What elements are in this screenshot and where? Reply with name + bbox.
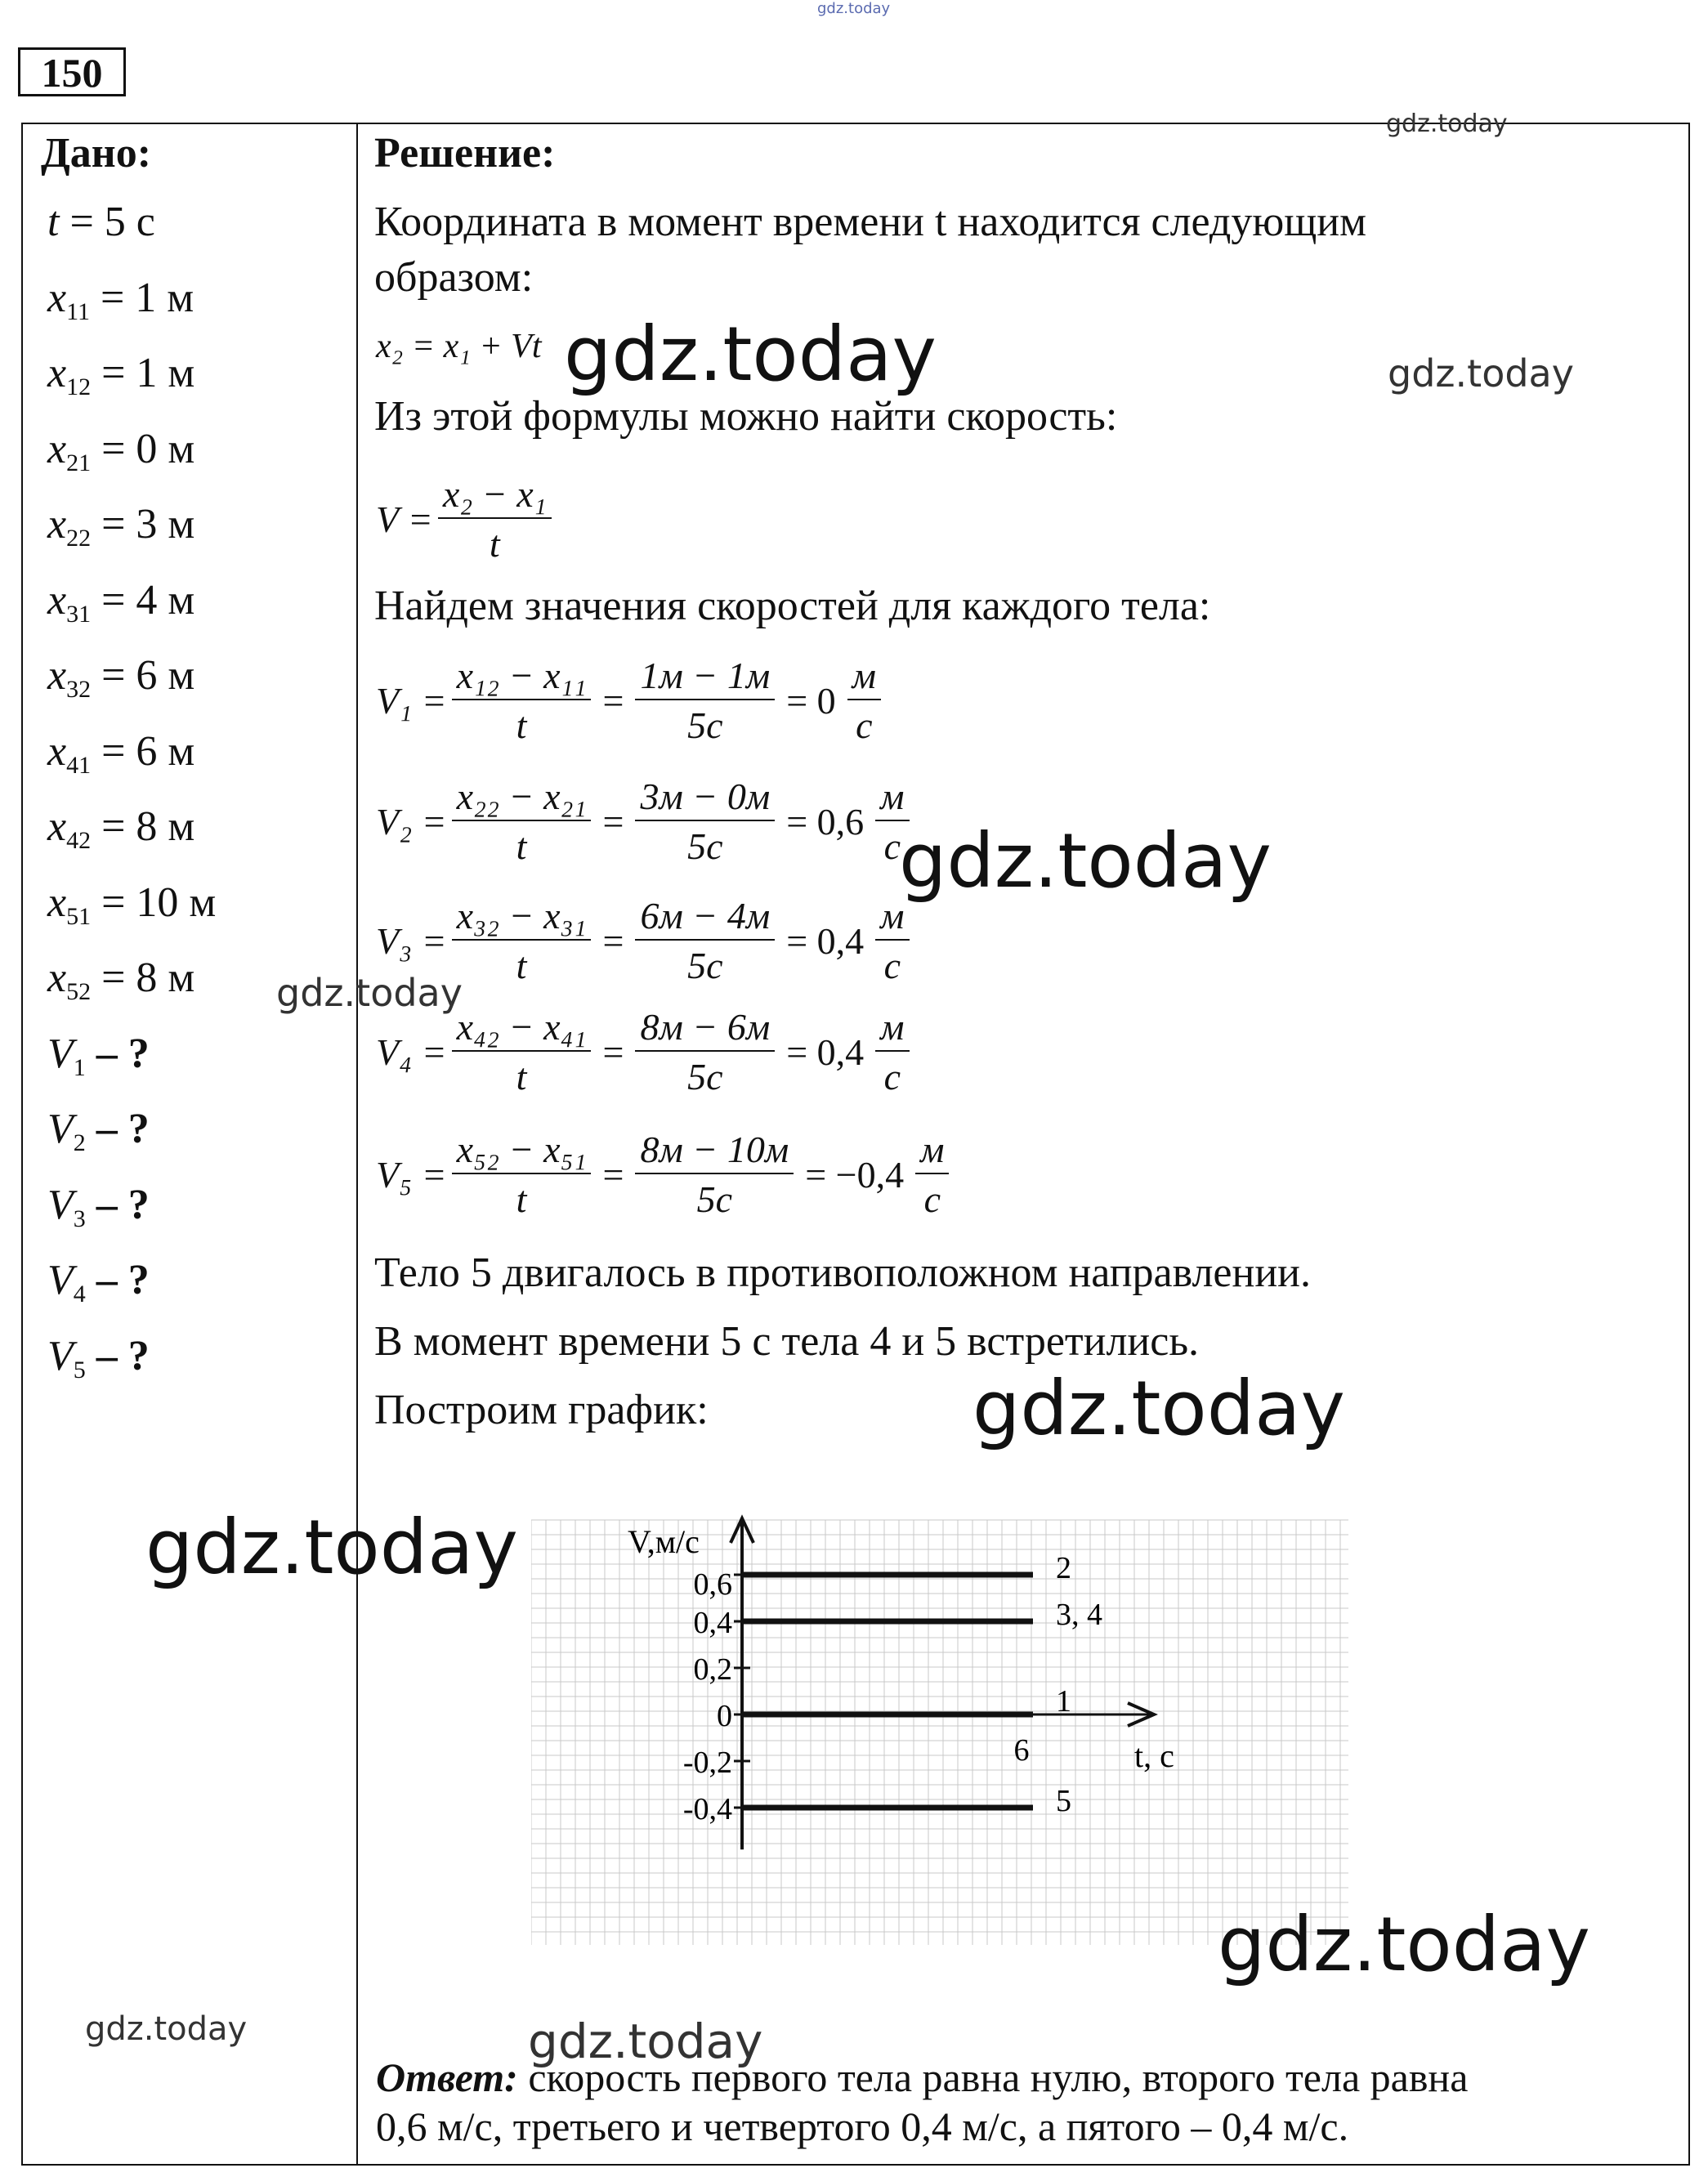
given-subscript: 11	[66, 297, 90, 325]
given-var: x	[47, 350, 67, 396]
watermark: gdz.today	[817, 0, 891, 17]
given-value: = 10 м	[91, 878, 217, 926]
velocity-result: = 0,4	[786, 1030, 865, 1073]
velocity-denominator: t	[516, 704, 527, 746]
velocity-denominator: t	[516, 1056, 527, 1097]
velocity-lhs: V₃ =	[376, 919, 447, 962]
velocity-fraction-values	[635, 1005, 775, 1098]
given-value: = 6 м	[91, 727, 195, 775]
velocity-values-numerator: 8м − 6м	[635, 1005, 775, 1052]
conclusion-1: Тело 5 двигалось в противоположном направлении.	[374, 1249, 1311, 1296]
given-value: = 5 с	[59, 199, 155, 245]
unit-numerator: м	[847, 654, 881, 700]
given-value: = 3 м	[91, 501, 195, 548]
answer-label: Ответ:	[376, 2054, 518, 2100]
unit-denominator: с	[883, 1056, 901, 1097]
given-item	[47, 500, 194, 552]
unit-denominator: с	[923, 1178, 941, 1220]
given-item	[47, 727, 194, 780]
given-subscript: 1	[73, 1053, 86, 1081]
velocity-fraction	[452, 894, 592, 987]
velocity-denominator: t	[516, 1178, 527, 1220]
series-label: 2	[1056, 1551, 1071, 1585]
velocity-unit	[915, 1128, 949, 1221]
given-item	[47, 349, 194, 401]
given-value: – ?	[85, 1106, 150, 1152]
equals-sign: =	[602, 1030, 624, 1073]
velocity-unit	[847, 654, 881, 747]
velocity-fraction-values	[635, 654, 775, 747]
given-item	[47, 954, 194, 1006]
given-title: Дано:	[41, 130, 152, 177]
problem-number: 150	[18, 47, 126, 96]
conclusion-2: В момент времени 5 с тела 4 и 5 встретились.	[374, 1318, 1200, 1365]
given-var: V	[47, 1181, 74, 1228]
column-divider	[356, 123, 358, 2166]
solution-title: Решение:	[374, 130, 556, 177]
given-value: – ?	[85, 1257, 150, 1303]
answer-text-1: скорость первого тела равна нулю, второго тела равна	[517, 2054, 1469, 2100]
given-item	[47, 425, 194, 477]
unknown-item	[47, 1332, 150, 1384]
velocity-chart	[531, 1504, 1365, 1961]
given-value: = 1 м	[89, 274, 194, 321]
velocity-fraction-values	[635, 894, 775, 987]
speed-formula-numerator: x₂ − x₁	[438, 472, 552, 519]
given-var: x	[47, 425, 67, 472]
equals-sign: =	[602, 679, 624, 722]
given-var: x	[47, 954, 67, 1001]
given-subscript: 5	[73, 1356, 86, 1384]
velocity-lhs: V₁ =	[376, 679, 447, 722]
unit-denominator: с	[883, 945, 901, 986]
given-subscript: 52	[66, 978, 92, 1005]
velocity-denominator: t	[516, 825, 527, 867]
given-var: V	[47, 1106, 74, 1152]
watermark: gdz.today	[972, 1365, 1345, 1452]
answer-text-2: 0,6 м/с, третьего и четвертого 0,4 м/с, а пятого – 0,4 м/с.	[376, 2103, 1349, 2149]
equals-sign: =	[602, 1153, 624, 1196]
find-text: Найдем значения скоростей для каждого тела:	[374, 583, 1211, 629]
given-item	[47, 198, 155, 246]
given-subscript: 32	[66, 676, 92, 703]
given-value: – ?	[85, 1030, 150, 1077]
watermark: gdz.today	[528, 2014, 763, 2069]
velocity-values-denominator: 5с	[687, 825, 723, 867]
chart-axes	[628, 1518, 1174, 1849]
velocity-result: = 0,6	[786, 800, 865, 843]
y-tick-label: 0,2	[693, 1652, 732, 1687]
given-var: V	[47, 1257, 74, 1303]
given-value: = 6 м	[91, 652, 195, 699]
given-subscript: 31	[66, 600, 92, 628]
series-label: 5	[1056, 1784, 1071, 1818]
given-var: x	[47, 878, 67, 926]
velocity-values-denominator: 5с	[687, 945, 723, 986]
intro-line-1: Координата в момент времени t находится следующим	[374, 199, 1367, 245]
given-value: – ?	[85, 1332, 150, 1379]
given-subscript: 51	[66, 902, 92, 930]
velocity-values-numerator: 3м − 0м	[635, 775, 775, 821]
speed-formula-denominator: t	[489, 523, 500, 565]
velocity-values-numerator: 1м − 1м	[635, 654, 775, 700]
y-tick-label: 0,6	[693, 1567, 732, 1602]
unknown-item	[47, 1181, 150, 1233]
velocity-unit	[875, 1005, 909, 1098]
given-var: t	[47, 199, 60, 245]
given-subscript: 21	[66, 449, 92, 476]
given-var: x	[47, 652, 67, 699]
given-item	[47, 651, 194, 704]
given-var: x	[47, 803, 67, 850]
equals-sign: =	[602, 919, 624, 962]
unit-numerator: м	[875, 894, 909, 941]
velocity-result: = −0,4	[805, 1153, 905, 1196]
watermark: gdz.today	[145, 1504, 518, 1591]
velocity-fraction	[452, 1128, 592, 1221]
given-item	[47, 802, 194, 855]
unit-numerator: м	[915, 1128, 949, 1174]
watermark: gdz.today	[1388, 351, 1574, 396]
equals-sign: =	[602, 800, 624, 843]
coordinate-formula: x₂ = x₁ + Vt	[376, 328, 542, 365]
velocity-fraction-values	[635, 1128, 794, 1221]
given-value: = 0 м	[91, 425, 195, 472]
watermark: gdz.today	[85, 2010, 248, 2048]
velocity-result: = 0	[786, 679, 836, 722]
x-axis-label: t, с	[1134, 1737, 1174, 1774]
velocity-fraction	[452, 775, 592, 868]
velocity-fraction	[452, 654, 592, 747]
given-var: x	[47, 274, 67, 321]
unknown-item	[47, 1105, 150, 1157]
unknown-item	[47, 1256, 150, 1308]
given-subscript: 3	[73, 1205, 86, 1232]
velocity-unit	[875, 894, 909, 987]
series-label: 3, 4	[1056, 1598, 1102, 1632]
given-var: V	[47, 1332, 74, 1379]
velocity-values-denominator: 5с	[696, 1178, 733, 1220]
given-var: x	[47, 727, 67, 775]
watermark: gdz.today	[1386, 110, 1508, 138]
speed-formula-lhs: V =	[376, 498, 433, 540]
y-tick-label: -0,4	[682, 1792, 732, 1826]
velocity-lhs: V₄ =	[376, 1030, 447, 1073]
speed-text: Из этой формулы можно найти скорость:	[374, 393, 1118, 440]
given-subscript: 42	[66, 827, 92, 854]
given-value: = 4 м	[91, 576, 195, 624]
velocity-lhs: V₅ =	[376, 1153, 447, 1196]
given-item	[47, 274, 194, 326]
speed-formula	[376, 472, 557, 565]
given-subscript: 12	[66, 373, 92, 400]
velocity-numerator: x₅₂ − x₅₁	[452, 1128, 592, 1174]
unit-numerator: м	[875, 1005, 909, 1052]
velocity-numerator: x₂₂ − x₂₁	[452, 775, 592, 821]
watermark: gdz.today	[276, 971, 463, 1015]
y-tick-label: 0	[717, 1699, 732, 1733]
velocity-numerator: x₄₂ − x₄₁	[452, 1005, 592, 1052]
graph-text: Построим график:	[374, 1387, 709, 1433]
velocity-formula	[376, 775, 914, 868]
velocity-formula	[376, 1128, 954, 1221]
speed-formula-fraction	[438, 472, 552, 565]
velocity-values-denominator: 5с	[687, 704, 723, 746]
velocity-values-numerator: 6м − 4м	[635, 894, 775, 941]
intro-line-2: образом:	[374, 254, 534, 301]
unit-denominator: с	[856, 704, 873, 746]
given-value: = 8 м	[91, 954, 195, 1001]
watermark: gdz.today	[899, 817, 1272, 905]
given-subscript: 22	[66, 525, 92, 552]
given-var: x	[47, 576, 67, 624]
velocity-values-numerator: 8м − 10м	[635, 1128, 794, 1174]
y-tick-label: 0,4	[693, 1606, 732, 1640]
given-value: = 8 м	[91, 803, 195, 850]
watermark: gdz.today	[1218, 1901, 1590, 1988]
y-axis-label: V,м/с	[628, 1523, 700, 1560]
given-var: x	[47, 501, 67, 548]
chart-grid	[531, 1520, 1348, 1945]
series-label: 1	[1056, 1684, 1071, 1719]
given-item	[47, 878, 216, 931]
velocity-formula	[376, 1005, 914, 1098]
velocity-values-denominator: 5с	[687, 1056, 723, 1097]
given-item	[47, 576, 194, 628]
unit-numerator: м	[875, 775, 909, 821]
velocity-numerator: x₃₂ − x₃₁	[452, 894, 592, 941]
given-value: = 1 м	[91, 350, 195, 396]
unit-denominator: с	[883, 825, 901, 867]
given-value: – ?	[85, 1181, 150, 1228]
y-tick-label: -0,2	[682, 1746, 732, 1780]
velocity-fraction-values	[635, 775, 775, 868]
given-subscript: 41	[66, 751, 92, 779]
velocity-formula	[376, 654, 886, 747]
given-subscript: 4	[73, 1281, 86, 1308]
velocity-lhs: V₂ =	[376, 800, 447, 843]
velocity-numerator: x₁₂ − x₁₁	[452, 654, 592, 700]
watermark: gdz.today	[564, 311, 937, 398]
given-subscript: 2	[73, 1129, 86, 1156]
unknown-item	[47, 1030, 150, 1082]
x-tick-label: 6	[1013, 1733, 1030, 1768]
velocity-denominator: t	[516, 945, 527, 986]
velocity-fraction	[452, 1005, 592, 1098]
given-var: V	[47, 1030, 74, 1077]
velocity-result: = 0,4	[786, 919, 865, 962]
